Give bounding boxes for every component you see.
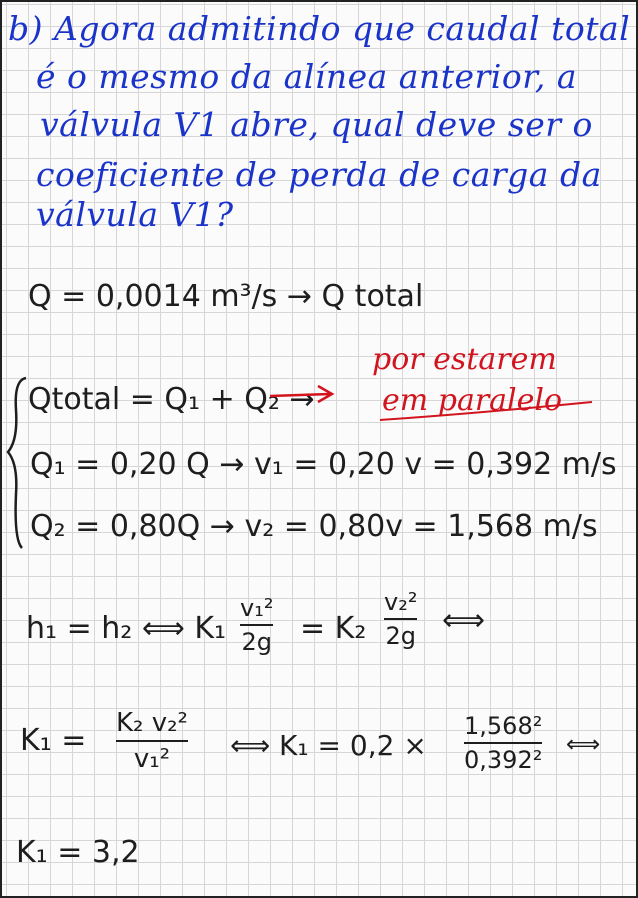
red-arrow (270, 386, 332, 402)
question-line-1: b) Agora admitindo que caudal total (8, 9, 631, 48)
fraction-numerator: v₁² (240, 594, 274, 622)
fraction-numerator: K₂ v₂² (116, 708, 188, 738)
question-line-3: válvula V1 abre, qual deve ser o (40, 105, 593, 144)
k1-left: K₁ = (20, 723, 87, 758)
question-line-2: é o mesmo da alínea anterior, a (36, 57, 578, 96)
head-loss-left: h₁ = h₂ ⟺ K₁ (26, 611, 227, 646)
system-eq-branch-2: Q₂ = 0,80Q → v₂ = 0,80v = 1,568 m/s (30, 509, 598, 544)
red-underline (380, 402, 592, 420)
fraction-numerator: v₂² (384, 588, 418, 616)
head-loss-right: ⟺ (442, 603, 486, 638)
head-loss-middle: = K₂ (300, 611, 367, 646)
flow-total-equation: Q = 0,0014 m³/s → Q total (28, 279, 424, 314)
fraction-denominator: 0,392² (464, 746, 543, 774)
curly-brace (8, 378, 26, 548)
fraction-denominator: 2g (241, 628, 272, 656)
note-line-2: em paralelo (382, 383, 563, 418)
system-eq-total: Qtotal = Q₁ + Q₂ → (28, 382, 315, 417)
fraction-denominator: v₁² (133, 744, 171, 774)
question-line-5: válvula V1? (36, 195, 234, 234)
fraction-denominator: 2g (385, 622, 416, 650)
note-line-1: por estarem (372, 342, 557, 377)
final-result: K₁ = 3,2 (16, 835, 140, 870)
fraction-numerator: 1,568² (464, 712, 543, 740)
system-eq-branch-1: Q₁ = 0,20 Q → v₁ = 0,20 v = 0,392 m/s (30, 447, 617, 482)
question-line-4: coeficiente de perda de carga da (36, 155, 602, 194)
k1-middle: ⟺ K₁ = 0,2 × (230, 729, 427, 762)
k1-right: ⟺ (566, 730, 601, 758)
